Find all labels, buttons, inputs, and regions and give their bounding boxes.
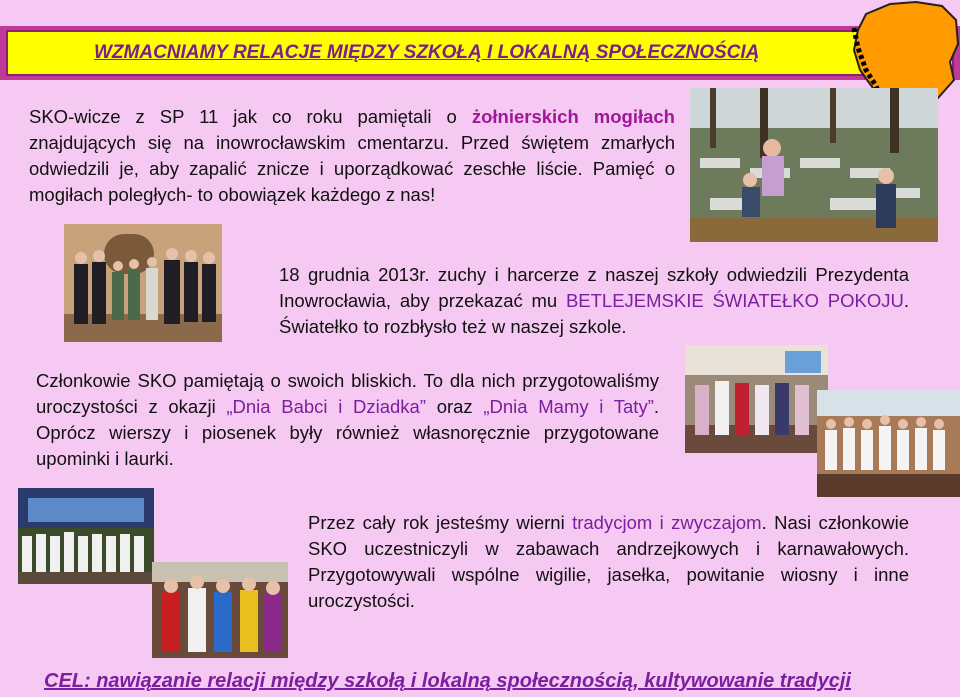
section-cemetery-text [29,104,675,208]
photo-parents-day [817,390,960,497]
highlight-bethlehem-light: BETLEJEMSKIE ŚWIATEŁKO POKOJU [565,290,904,311]
goal-footer: CEL: nawiązanie relacji między szkołą i lokalną społecznością, kultywowanie tradycji [44,670,851,692]
title-banner [0,26,960,80]
section-traditions-text [308,510,909,614]
photo-president-meeting [64,224,222,342]
text-part: znajdujących się na inowrocławskim cmentarzu. Przed świętem zmarłych odwiedzili je, aby zapalić znicze i uporządkować zeschłe liście. Pamięć o mogiłach poległych- to obowiązek każdego z nas! [29,132,675,205]
photo-grandparents-day [685,345,828,453]
highlight-traditions: tradycjom i zwyczajom [572,512,762,533]
photo-nativity-play [18,488,154,584]
text-part: 18 grudnia 2013r. zuchy i harcerze z naszej szkoły odwiedzili Prezydenta Inowrocławia, aby przekazać mu [279,264,909,311]
highlight-parents-day: „Dnia Mamy i Taty” [483,396,654,417]
text-part: Przez cały rok jesteśmy wierni [308,512,573,533]
page-title: WZMACNIAMY RELACJE MIĘDZY SZKOŁĄ I LOKALNĄ SPOŁECZNOŚCIĄ [94,42,760,63]
highlight-soldier-graves: żołnierskich mogiłach [471,106,675,127]
text-part: . Nasi członkowie SKO uczestniczyli w zabawach andrzejkowych i karnawałowych. Przygotowywali wspólne wigilie, jasełka, powitanie wiosny i inne uroczystości. [308,512,909,611]
text-part: SKO-wicze z SP 11 jak co roku pamiętali o [29,106,472,127]
highlight-grandparents-day: „Dnia Babci i Dziadka” [226,396,427,417]
section-family-days-text [36,368,659,472]
text-part: oraz [426,396,484,417]
text-part: . Oprócz wierszy i piosenek były również własnoręcznie przygotowane upominki i laurki. [36,396,659,469]
photo-carnival-party [152,562,288,658]
text-part: Członkowie SKO pamiętają o swoich bliskich. To dla nich przygotowaliśmy uroczystości z okazji [36,370,659,417]
text-part: . Światełko to rozbłysło też w naszej szkole. [279,290,909,337]
photo-cemetery [690,88,938,242]
section-bethlehem-text [279,262,909,340]
